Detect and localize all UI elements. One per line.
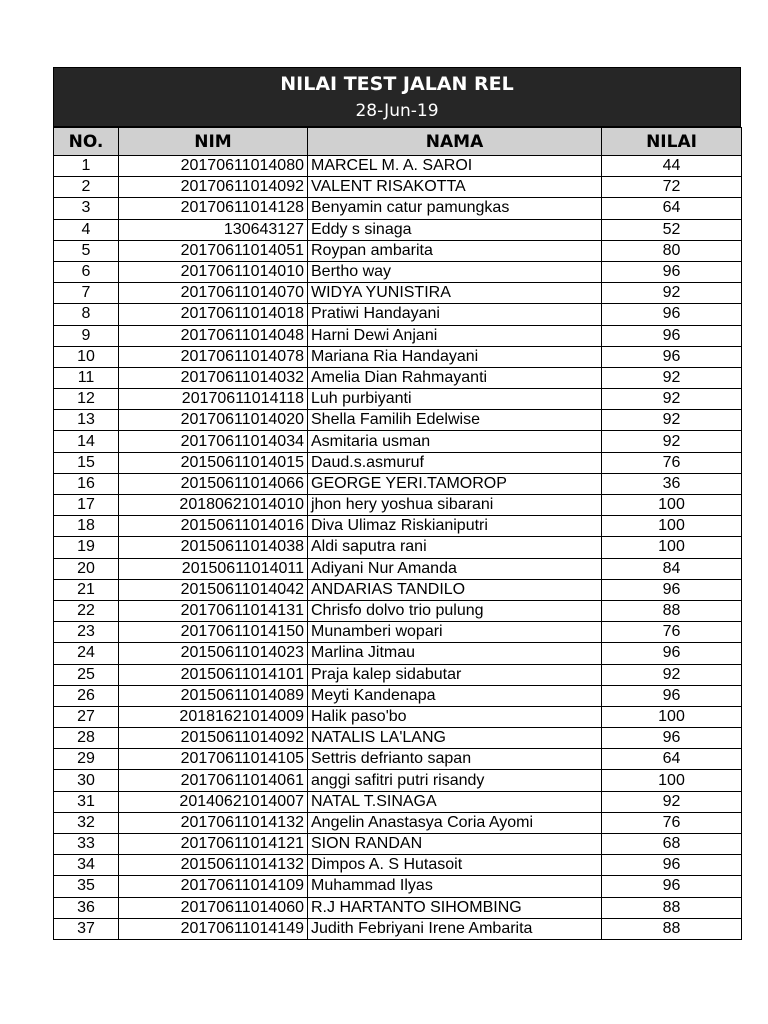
table-row	[54, 156, 742, 177]
cell-nilai: 100	[602, 537, 742, 558]
table-row	[54, 389, 742, 410]
cell-nilai: 52	[602, 219, 742, 240]
cell-nim: 20150611014011	[119, 558, 308, 579]
cell-nim: 20150611014016	[119, 516, 308, 537]
table-row	[54, 537, 742, 558]
table-row	[54, 728, 742, 749]
cell-nim: 20170611014061	[119, 770, 308, 791]
cell-nama: Marlina Jitmau	[308, 643, 602, 664]
cell-nim: 20181621014009	[119, 706, 308, 727]
sheet-date: 28-Jun-19	[355, 101, 439, 121]
cell-no: 35	[54, 876, 119, 897]
cell-no: 6	[54, 261, 119, 282]
table-row	[54, 304, 742, 325]
cell-nilai: 96	[602, 346, 742, 367]
cell-no: 9	[54, 325, 119, 346]
table-row	[54, 198, 742, 219]
table-row	[54, 367, 742, 388]
cell-nilai: 84	[602, 558, 742, 579]
cell-nilai: 36	[602, 473, 742, 494]
cell-nim: 20170611014121	[119, 834, 308, 855]
table-row	[54, 452, 742, 473]
cell-no: 23	[54, 622, 119, 643]
table-row	[54, 622, 742, 643]
cell-no: 28	[54, 728, 119, 749]
cell-nama: WIDYA YUNISTIRA	[308, 283, 602, 304]
cell-nilai: 96	[602, 261, 742, 282]
cell-nim: 20170611014060	[119, 897, 308, 918]
cell-no: 4	[54, 219, 119, 240]
table-row	[54, 177, 742, 198]
table-row	[54, 600, 742, 621]
table-row	[54, 706, 742, 727]
cell-nim: 20150611014101	[119, 664, 308, 685]
cell-nim: 20170611014092	[119, 177, 308, 198]
header-row	[54, 128, 742, 156]
cell-nim: 20170611014048	[119, 325, 308, 346]
column-header-nama: NAMA	[308, 128, 602, 156]
cell-nama: Judith Febriyani Irene Ambarita	[308, 918, 602, 939]
cell-nama: Chrisfo dolvo trio pulung	[308, 600, 602, 621]
cell-nama: Pratiwi Handayani	[308, 304, 602, 325]
cell-nilai: 44	[602, 156, 742, 177]
cell-no: 15	[54, 452, 119, 473]
cell-no: 12	[54, 389, 119, 410]
cell-nama: Daud.s.asmuruf	[308, 452, 602, 473]
cell-nilai: 96	[602, 728, 742, 749]
cell-no: 24	[54, 643, 119, 664]
cell-no: 2	[54, 177, 119, 198]
table-row	[54, 579, 742, 600]
cell-nim: 20170611014034	[119, 431, 308, 452]
cell-no: 3	[54, 198, 119, 219]
cell-no: 20	[54, 558, 119, 579]
cell-nilai: 64	[602, 198, 742, 219]
cell-nama: Praja kalep sidabutar	[308, 664, 602, 685]
cell-nilai: 92	[602, 410, 742, 431]
cell-nilai: 92	[602, 283, 742, 304]
cell-no: 1	[54, 156, 119, 177]
column-header-nim: NIM	[119, 128, 308, 156]
cell-no: 21	[54, 579, 119, 600]
cell-nilai: 80	[602, 240, 742, 261]
cell-nilai: 92	[602, 664, 742, 685]
table-row	[54, 664, 742, 685]
cell-nama: Shella Familih Edelwise	[308, 410, 602, 431]
cell-nim: 20150611014023	[119, 643, 308, 664]
cell-no: 22	[54, 600, 119, 621]
cell-nama: Mariana Ria Handayani	[308, 346, 602, 367]
cell-nim: 20170611014132	[119, 812, 308, 833]
table-row	[54, 918, 742, 939]
cell-nama: R.J HARTANTO SIHOMBING	[308, 897, 602, 918]
table-row	[54, 855, 742, 876]
cell-nim: 20150611014092	[119, 728, 308, 749]
cell-nama: jhon hery yoshua sibarani	[308, 495, 602, 516]
cell-nim: 20140621014007	[119, 791, 308, 812]
cell-nim: 20150611014132	[119, 855, 308, 876]
table-row	[54, 770, 742, 791]
table-row	[54, 240, 742, 261]
cell-nama: Dimpos A. S Hutasoit	[308, 855, 602, 876]
cell-nim: 20170611014109	[119, 876, 308, 897]
cell-nim: 20170611014018	[119, 304, 308, 325]
cell-nama: GEORGE YERI.TAMOROP	[308, 473, 602, 494]
cell-nilai: 100	[602, 706, 742, 727]
cell-nim: 20150611014042	[119, 579, 308, 600]
cell-nama: MARCEL M. A. SAROI	[308, 156, 602, 177]
cell-nama: Bertho way	[308, 261, 602, 282]
cell-nim: 20170611014080	[119, 156, 308, 177]
cell-no: 17	[54, 495, 119, 516]
column-header-nilai: NILAI	[602, 128, 742, 156]
cell-nim: 20170611014020	[119, 410, 308, 431]
cell-nim: 20170611014128	[119, 198, 308, 219]
score-sheet	[53, 67, 741, 940]
cell-nim: 20170611014070	[119, 283, 308, 304]
sheet-title: NILAI TEST JALAN REL	[280, 73, 514, 95]
cell-nilai: 68	[602, 834, 742, 855]
cell-nama: SION RANDAN	[308, 834, 602, 855]
cell-nama: Settris defrianto sapan	[308, 749, 602, 770]
title-block	[53, 67, 741, 127]
table-row	[54, 812, 742, 833]
cell-no: 7	[54, 283, 119, 304]
cell-no: 33	[54, 834, 119, 855]
cell-no: 19	[54, 537, 119, 558]
cell-nim: 20180621014010	[119, 495, 308, 516]
cell-nim: 20150611014066	[119, 473, 308, 494]
table-row	[54, 516, 742, 537]
table-row	[54, 219, 742, 240]
cell-nilai: 88	[602, 918, 742, 939]
cell-nama: Muhammad Ilyas	[308, 876, 602, 897]
cell-nama: Eddy s sinaga	[308, 219, 602, 240]
cell-no: 31	[54, 791, 119, 812]
cell-no: 16	[54, 473, 119, 494]
table-row	[54, 346, 742, 367]
cell-nama: Benyamin catur pamungkas	[308, 198, 602, 219]
table-row	[54, 473, 742, 494]
score-table	[53, 127, 742, 940]
cell-nilai: 96	[602, 325, 742, 346]
table-row	[54, 685, 742, 706]
column-header-no: NO.	[54, 128, 119, 156]
cell-no: 32	[54, 812, 119, 833]
cell-nim: 20170611014032	[119, 367, 308, 388]
table-row	[54, 897, 742, 918]
cell-nama: Diva Ulimaz Riskianiputri	[308, 516, 602, 537]
cell-nama: Adiyani Nur Amanda	[308, 558, 602, 579]
cell-nama: VALENT RISAKOTTA	[308, 177, 602, 198]
cell-nilai: 88	[602, 600, 742, 621]
cell-nilai: 96	[602, 855, 742, 876]
table-row	[54, 431, 742, 452]
cell-nilai: 100	[602, 770, 742, 791]
cell-nama: Roypan ambarita	[308, 240, 602, 261]
cell-nama: Meyti Kandenapa	[308, 685, 602, 706]
cell-no: 34	[54, 855, 119, 876]
cell-nim: 20170611014105	[119, 749, 308, 770]
cell-nilai: 76	[602, 622, 742, 643]
table-row	[54, 261, 742, 282]
cell-no: 27	[54, 706, 119, 727]
cell-nama: Munamberi wopari	[308, 622, 602, 643]
cell-nama: Aldi saputra rani	[308, 537, 602, 558]
table-row	[54, 643, 742, 664]
cell-nim: 20150611014089	[119, 685, 308, 706]
table-row	[54, 410, 742, 431]
cell-nim: 20150611014015	[119, 452, 308, 473]
table-row	[54, 791, 742, 812]
cell-no: 29	[54, 749, 119, 770]
cell-no: 14	[54, 431, 119, 452]
cell-nilai: 76	[602, 452, 742, 473]
cell-nilai: 92	[602, 431, 742, 452]
cell-nama: NATAL T.SINAGA	[308, 791, 602, 812]
cell-nilai: 96	[602, 685, 742, 706]
cell-no: 10	[54, 346, 119, 367]
cell-nilai: 96	[602, 304, 742, 325]
cell-no: 36	[54, 897, 119, 918]
cell-no: 13	[54, 410, 119, 431]
table-row	[54, 558, 742, 579]
cell-no: 30	[54, 770, 119, 791]
cell-nim: 20170611014150	[119, 622, 308, 643]
cell-nim: 20170611014078	[119, 346, 308, 367]
cell-nim: 20150611014038	[119, 537, 308, 558]
table-row	[54, 283, 742, 304]
cell-nim: 130643127	[119, 219, 308, 240]
table-row	[54, 495, 742, 516]
cell-no: 8	[54, 304, 119, 325]
cell-nilai: 92	[602, 791, 742, 812]
table-row	[54, 325, 742, 346]
cell-nama: Amelia Dian Rahmayanti	[308, 367, 602, 388]
cell-nama: Luh purbiyanti	[308, 389, 602, 410]
cell-nim: 20170611014118	[119, 389, 308, 410]
cell-nama: ANDARIAS TANDILO	[308, 579, 602, 600]
cell-nim: 20170611014010	[119, 261, 308, 282]
cell-nama: anggi safitri putri risandy	[308, 770, 602, 791]
cell-nama: Angelin Anastasya Coria Ayomi	[308, 812, 602, 833]
cell-nilai: 100	[602, 495, 742, 516]
cell-nilai: 72	[602, 177, 742, 198]
cell-nilai: 76	[602, 812, 742, 833]
cell-nilai: 96	[602, 643, 742, 664]
cell-nim: 20170611014149	[119, 918, 308, 939]
cell-nama: NATALIS LA'LANG	[308, 728, 602, 749]
cell-no: 5	[54, 240, 119, 261]
cell-no: 18	[54, 516, 119, 537]
cell-nama: Asmitaria usman	[308, 431, 602, 452]
cell-no: 25	[54, 664, 119, 685]
cell-nama: Harni Dewi Anjani	[308, 325, 602, 346]
cell-nilai: 96	[602, 876, 742, 897]
cell-no: 26	[54, 685, 119, 706]
cell-nilai: 64	[602, 749, 742, 770]
cell-no: 37	[54, 918, 119, 939]
table-row	[54, 834, 742, 855]
cell-nilai: 92	[602, 367, 742, 388]
cell-nilai: 100	[602, 516, 742, 537]
table-row	[54, 876, 742, 897]
cell-nilai: 88	[602, 897, 742, 918]
cell-nilai: 96	[602, 579, 742, 600]
table-row	[54, 749, 742, 770]
cell-nilai: 92	[602, 389, 742, 410]
cell-nim: 20170611014051	[119, 240, 308, 261]
cell-nama: Halik paso'bo	[308, 706, 602, 727]
cell-nim: 20170611014131	[119, 600, 308, 621]
cell-no: 11	[54, 367, 119, 388]
